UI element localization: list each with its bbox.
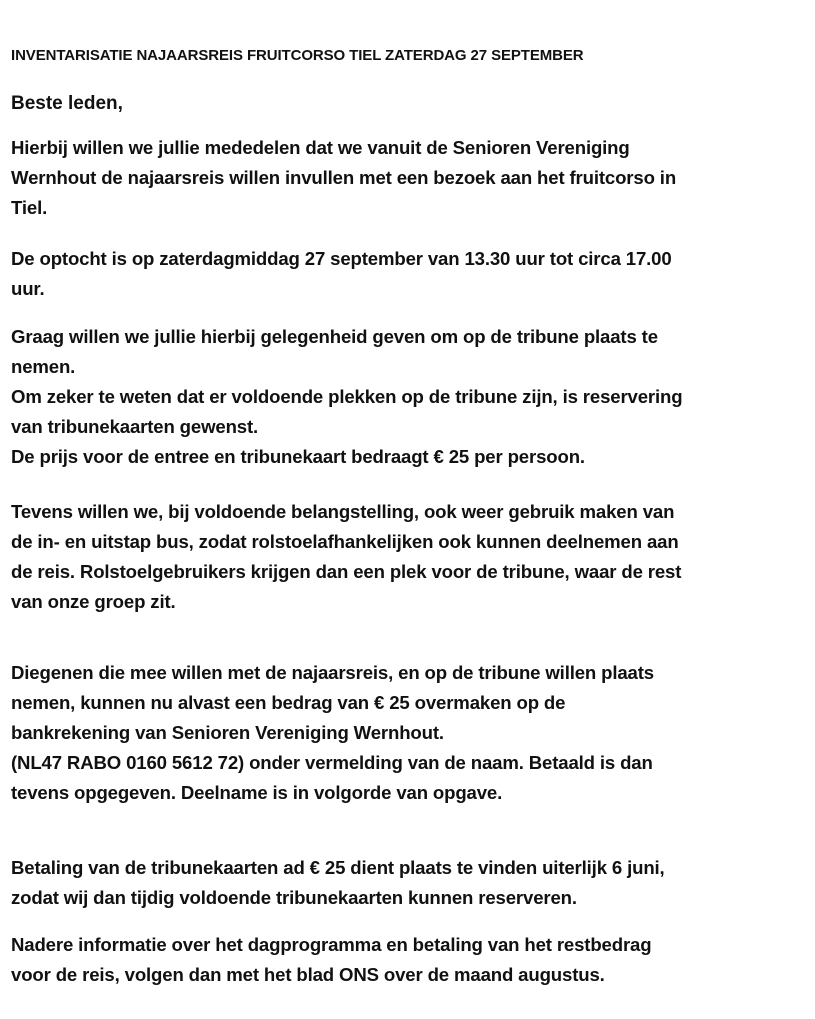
text-line: nemen, kunnen nu alvast een bedrag van € 25 overmaken op de <box>11 692 566 713</box>
text-line: Wernhout de najaarsreis willen invullen met een bezoek aan het fruitcorso in <box>11 167 677 188</box>
paragraph-bus <box>11 497 681 617</box>
text-line: De prijs voor de entree en tribunekaart bedraagt € 25 per persoon. <box>11 446 585 467</box>
text-line: de in- en uitstap bus, zodat rolstoelafhankelijken ook kunnen deelnemen aan <box>11 531 679 552</box>
text-line: Betaling van de tribunekaarten ad € 25 dient plaats te vinden uiterlijk 6 juni, <box>11 857 665 878</box>
text-line: tevens opgegeven. Deelname is in volgorde van opgave. <box>11 782 503 803</box>
text-line: Tevens willen we, bij voldoende belangstelling, ook weer gebruik maken van <box>11 501 675 522</box>
paragraph-parade-time <box>11 244 672 304</box>
text-line: bankrekening van Senioren Vereniging Wernhout. <box>11 722 444 743</box>
text-line: Tiel. <box>11 197 48 218</box>
paragraph-tribune <box>11 322 682 472</box>
text-line: uur. <box>11 278 45 299</box>
text-line: Diegenen die mee willen met de najaarsreis, en op de tribune willen plaats <box>11 662 654 683</box>
text-line: Graag willen we jullie hierbij gelegenheid geven om op de tribune plaats te <box>11 326 658 347</box>
text-line: voor de reis, volgen dan met het blad ONS over de maand augustus. <box>11 964 605 985</box>
text-line: De optocht is op zaterdagmiddag 27 september van 13.30 uur tot circa 17.00 <box>11 248 672 269</box>
greeting: Beste leden, <box>11 93 123 114</box>
text-line: Hierbij willen we jullie mededelen dat we vanuit de Senioren Vereniging <box>11 137 630 158</box>
text-line: zodat wij dan tijdig voldoende tribunekaarten kunnen reserveren. <box>11 887 577 908</box>
paragraph-intro <box>11 133 676 223</box>
paragraph-payment-account <box>11 658 654 808</box>
text-line: Om zeker te weten dat er voldoende plekken op de tribune zijn, is reservering <box>11 386 683 407</box>
text-line: Nadere informatie over het dagprogramma en betaling van het restbedrag <box>11 934 652 955</box>
text-line: van onze groep zit. <box>11 591 176 612</box>
text-line: van tribunekaarten gewenst. <box>11 416 259 437</box>
text-line: nemen. <box>11 356 76 377</box>
document-title: INVENTARISATIE NAJAARSREIS FRUITCORSO TIEL ZATERDAG 27 SEPTEMBER <box>11 47 584 64</box>
paragraph-payment-deadline <box>11 853 665 913</box>
text-line: (NL47 RABO 0160 5612 72) onder vermelding van de naam. Betaald is dan <box>11 752 653 773</box>
text-line: de reis. Rolstoelgebruikers krijgen dan een plek voor de tribune, waar de rest <box>11 561 682 582</box>
paragraph-further-info <box>11 930 651 990</box>
